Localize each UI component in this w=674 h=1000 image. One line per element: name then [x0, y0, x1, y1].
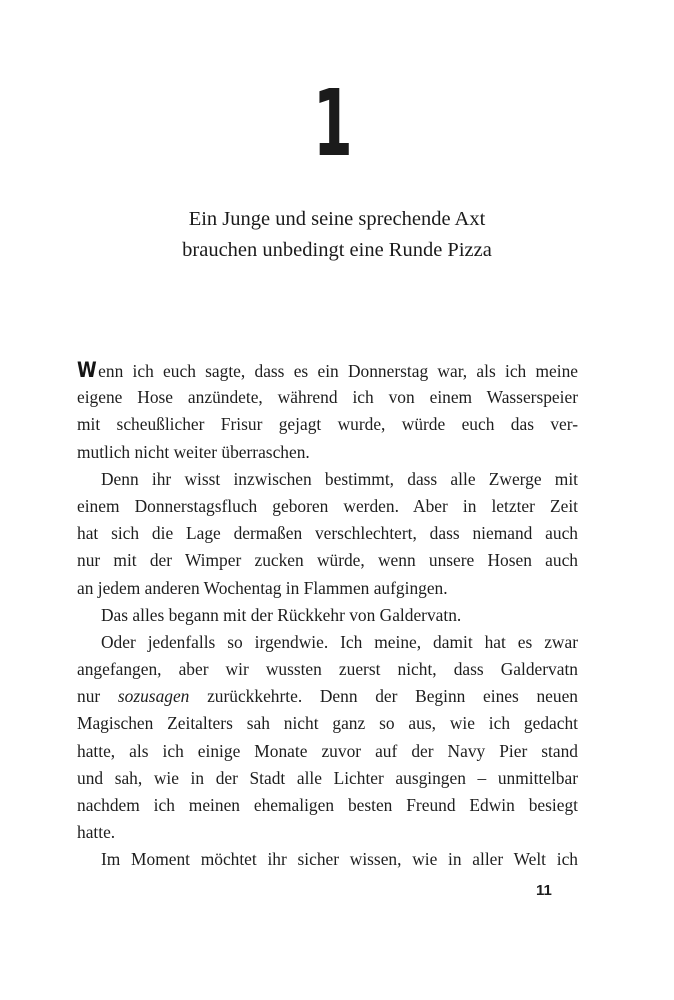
text-line: hat sich die Lage dermaßen verschlechtert, dass niemand auch — [77, 523, 578, 544]
text-line: nachdem ich meinen ehemaligen besten Freund Edwin besiegt — [77, 795, 578, 815]
chapter-title-line-2: brauchen unbedingt eine Runde Pizza — [182, 239, 492, 261]
text-fragment: zurückkehrte. Denn der Beginn eines neuen — [189, 686, 578, 707]
text-line: hatte, als ich einige Monate zuvor auf der Navy Pier stand — [77, 740, 578, 761]
text-line: an jedem anderen Wochentag in Flammen aufgingen. — [77, 577, 448, 598]
chapter-title-line-1: Ein Junge und seine sprechende Axt — [188, 208, 486, 230]
text-line: Magischen Zeitalters sah nicht ganz so aus, wie ich gedacht — [77, 713, 578, 734]
text-line: hatte. — [77, 822, 116, 843]
text-line — [77, 683, 578, 710]
page-number: 11 — [536, 882, 552, 899]
text-line-content: enn ich euch sagte, dass es ein Donnerstag war, als ich meine — [98, 361, 578, 381]
text-line: Das alles begann mit der Rückkehr von Galdervatn. — [101, 604, 462, 625]
text-line: Denn ihr wisst inzwischen bestimmt, dass alle Zwerge mit — [101, 468, 578, 489]
text-line: mutlich nicht weiter überraschen. — [77, 441, 310, 462]
text-line: Oder jedenfalls so irgendwie. Ich meine, damit hat es zwar — [101, 631, 578, 652]
chapter-title — [0, 204, 674, 266]
drop-cap: W — [77, 358, 97, 382]
text-line — [77, 357, 578, 384]
chapter-number: 1 — [312, 70, 353, 177]
text-line: Im Moment möchtet ihr sicher wissen, wie in aller Welt ich — [101, 849, 578, 870]
text-line: mit scheußlicher Frisur gejagt wurde, würde euch das ver- — [77, 414, 578, 435]
text-line: nur mit der Wimper zucken würde, wenn unsere Hosen auch — [77, 550, 578, 571]
italic-emphasis: sozusagen — [117, 686, 190, 707]
text-line: eigene Hose anzündete, während ich von einem Wasserspeier — [77, 387, 578, 408]
text-line: und sah, wie in der Stadt alle Lichter ausgingen – unmittelbar — [77, 767, 578, 788]
text-fragment: nur — [77, 686, 118, 707]
body-text — [77, 357, 578, 874]
text-line: angefangen, aber wir wussten zuerst nicht, dass Galdervatn — [77, 659, 578, 680]
text-line: einem Donnerstagsfluch geboren werden. Aber in letzter Zeit — [77, 495, 578, 516]
